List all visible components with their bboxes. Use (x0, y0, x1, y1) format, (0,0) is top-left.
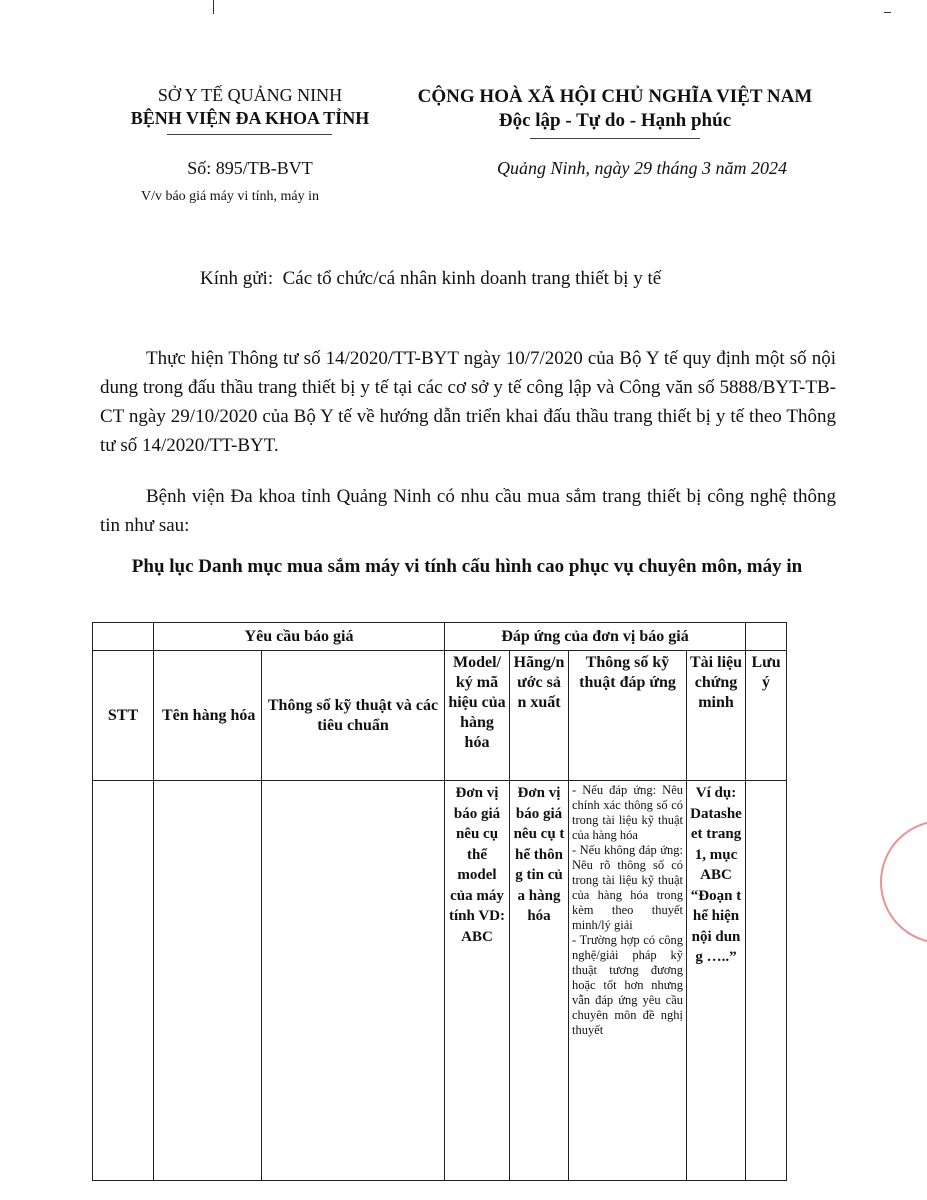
row1-maker: Đơn vị báo giá nêu cụ thể thông tin của hàng hóa (510, 781, 569, 1181)
col-note-header: Lưu ý (746, 651, 787, 781)
row1-note (746, 781, 787, 1181)
request-group-header: Yêu cầu báo giá (154, 623, 445, 651)
row1-name (154, 781, 262, 1181)
red-stamp-fragment (880, 820, 927, 944)
quotation-table (92, 622, 787, 1181)
header-left (100, 84, 400, 130)
scan-mark-right (884, 12, 891, 13)
col-spec-header: Thông số kỹ thuật và các tiêu chuẩn (262, 651, 445, 781)
intro-paragraph-text: Thực hiện Thông tư số 14/2020/TT-BYT ngày 10/7/2020 của Bộ Y tế quy định một số nội dung trong đấu thầu trang thiết bị y tế tại các cơ sở y tế công lập và Công văn số 5888/BYT-TB-CT ngày 29/10/2020 của Bộ Y tế về hướng dẫn triển khai đấu thầu trang thiết bị y tế theo Thông tư số 14/2020/TT-BYT. (100, 348, 836, 456)
col-resp-spec-header: Thông số kỹ thuật đáp ứng (569, 651, 687, 781)
scan-mark-top (213, 0, 214, 14)
row1-resp-spec: - Nếu đáp ứng: Nêu chính xác thông số có trong tài liệu kỹ thuật của hàng hóa - Nếu không đáp ứng: Nêu rõ thông số có trong tài liệu kỹ thuật của hàng hóa trong kèm theo thuyết minh/lý giải - Trường hợp có công nghệ/giải pháp kỹ thuật tương đương hoặc tốt hơn nhưng vẫn đáp ứng yêu cầu chuyên môn đề nghị thuyết (569, 781, 687, 1181)
response-group-header: Đáp ứng của đơn vị báo giá (445, 623, 746, 651)
blank-note-cell (746, 623, 787, 651)
table-group-header-row (93, 623, 787, 651)
doc-subject: V/v báo giá máy vi tính, máy in (140, 189, 320, 204)
col-stt-header: STT (93, 651, 154, 781)
department-name: SỞ Y TẾ QUẢNG NINH (157, 85, 343, 105)
doc-number: Số: 895/TB-BVT (187, 158, 313, 178)
row1-model: Đơn vị báo giá nêu cụ thể model của máy tính VD: ABC (445, 781, 510, 1181)
table-row (93, 781, 787, 1181)
appendix-title: Phụ lục Danh mục mua sắm máy vi tính cấu hình cao phục vụ chuyên môn, máy in (131, 556, 803, 577)
issue-date: Quảng Ninh, ngày 29 tháng 3 năm 2024 (497, 158, 787, 178)
needs-paragraph-text: Bệnh viện Đa khoa tỉnh Quảng Ninh có nhu cầu mua sắm trang thiết bị công nghệ thông tin như sau: (100, 486, 836, 536)
hospital-name: BỆNH VIỆN ĐA KHOA TỈNH (130, 108, 370, 128)
recipient-line: Kính gửi: Các tổ chức/cá nhân kinh doanh trang thiết bị y tế (200, 268, 662, 289)
country-motto: Độc lập - Tự do - Hạnh phúc (498, 110, 732, 131)
col-maker-header: Hãng/nước sản xuất (510, 651, 569, 781)
header-left-rule (167, 134, 332, 135)
row1-stt (93, 781, 154, 1181)
col-name-header: Tên hàng hóa (154, 651, 262, 781)
col-docs-header: Tài liệu chứng minh (687, 651, 746, 781)
country-title: CỘNG HOÀ XÃ HỘI CHỦ NGHĨA VIỆT NAM (417, 86, 813, 107)
table-column-header-row (93, 651, 787, 781)
row1-spec (262, 781, 445, 1181)
blank-stt-cell (93, 623, 154, 651)
intro-paragraph (100, 344, 836, 460)
row1-docs: Ví dụ: Datasheet trang 1, mục ABC “Đoạn thể hiện nội dung …..” (687, 781, 746, 1181)
needs-paragraph (100, 482, 836, 540)
col-model-header: Model/ ký mã hiệu của hàng hóa (445, 651, 510, 781)
header-right-rule (530, 138, 700, 139)
